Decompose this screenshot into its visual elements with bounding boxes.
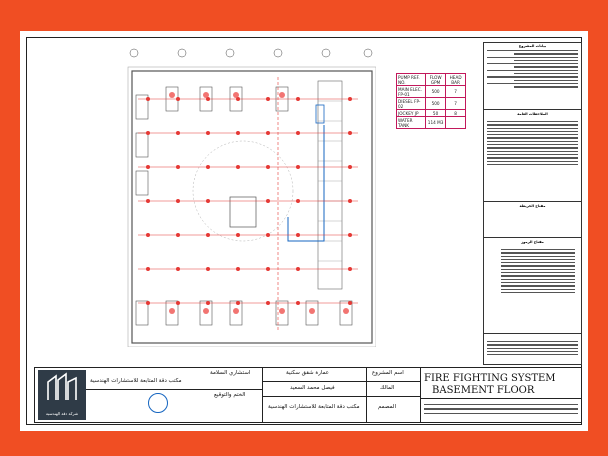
company-logo [38,370,86,420]
owner-name: فيصل محمد السعيد [290,385,335,391]
pump-header-head: HEAD BAR [446,74,466,86]
pump-cell: 7 [446,86,466,98]
notes-title: الملاحظات العامة [517,112,548,116]
pump-cell [446,117,466,129]
pump-cell: 500 [425,86,445,98]
stamp-seal [148,393,168,413]
consultant-label: استشاري السلامة [210,370,251,376]
pump-schedule-table [396,73,466,128]
logo-text: شركة دقة الهندسية [45,411,79,416]
pump-cell: 8 [446,110,466,117]
pump-cell: 7 [446,98,466,110]
pump-cell: 50 [425,110,445,117]
building-logo-icon [38,370,86,404]
project-name-label: اسم المشروع [372,370,404,376]
pump-cell: JOCKEY JP [397,110,426,117]
pump-cell: 114 M3 [425,117,445,129]
legend-title: مفتاح الرموز [521,240,544,244]
designer-label: المصمم [378,404,396,410]
consultant-name: مكتب دقة المتابعة للاستشارات الهندسية [90,378,182,384]
drawing-title-line2: BASEMENT FLOOR [432,385,535,396]
revision-table [424,401,578,421]
pump-cell: MAIN ELEC. FP-01 [397,86,426,98]
pump-header-ref: PUMP REF. NO. [397,74,426,86]
basement-floor-plan [118,41,376,347]
project-name: عمارة شقق سكنية [286,370,330,376]
project-info-panel [483,42,582,365]
stamp-label: الختم والتوقيع [214,392,246,398]
panel-title: بيانات المشروع [518,44,547,48]
key-map-title: مفتاح الخريطة [519,204,546,208]
owner-label: المالك [380,385,395,391]
pump-cell: DIESEL FP-02 [397,98,426,110]
drawing-title-line1: FIRE FIGHTING SYSTEM [424,373,556,384]
pump-cell: 500 [425,98,445,110]
pump-header-flow: FLOW GPM [425,74,445,86]
designer-name: مكتب دقة المتابعة للاستشارات الهندسية [268,404,360,410]
pump-cell: WATER TANK [397,117,426,129]
